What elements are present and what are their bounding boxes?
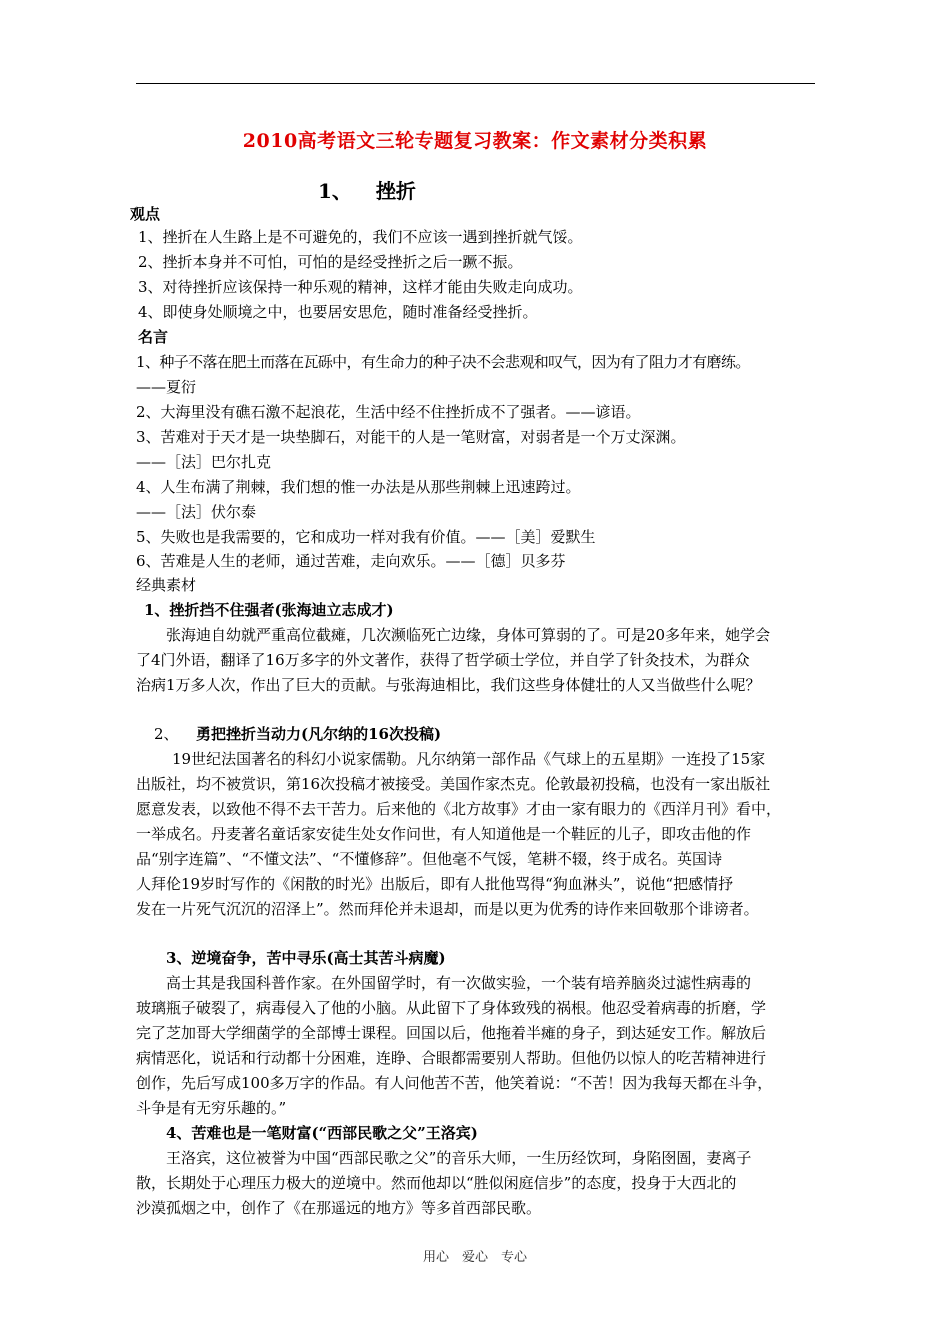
material-3-title: 3、逆境奋争，苦中寻乐(高士其苦斗病魔) [166,949,446,967]
material-4-line: 王洛宾，这位被誉为中国“西部民歌之父”的音乐大师，一生历经饮珂，身陷囹圄，妻离子 [166,1149,752,1167]
quote-item: 2、大海里没有礁石激不起浪花，生活中经不住挫折成不了强者。——谚语。 [136,403,641,421]
material-4-line: 沙漠孤烟之中，创作了《在那遥远的地方》等多首西部民歌。 [136,1199,542,1217]
materials-heading: 经典素材 [136,576,197,594]
material-4-title: 4、苦难也是一笔财富(“西部民歌之父”王洛宾) [166,1124,478,1142]
material-2-line: 一举成名。丹麦著名童话家安徒生处女作问世，有人知道他是一个鞋匠的儿子，即攻击他的作 [136,825,752,843]
material-2-line: 品“别字连篇”、“不懂文法”、“不懂修辞”。但他毫不气馁，笔耕不辍，终于成名。英国诗 [136,850,723,868]
material-2-line: 发在一片死气沉沉的沼泽上”。然而拜伦并未退却，而是以更为优秀的诗作来回敬那个诽谤者。 [136,900,759,918]
material-2-line: 出版社，均不被赏识，第16次投稿才被接受。美国作家杰克。伦敦最初投稿，也没有一家出版社 [136,775,771,793]
material-1-line: 了4门外语，翻译了16万多字的外文著作，获得了哲学硕士学位，并自学了针灸技术，为群众 [136,651,750,669]
document-title: 2010高考语文三轮专题复习教案：作文素材分类积累 [242,130,708,152]
viewpoint-item: 1、挫折在人生路上是不可避免的，我们不应该一遇到挫折就气馁。 [138,228,583,246]
page-footer: 用心 爱心 专心 [422,1250,527,1265]
chapter-title: 挫折 [375,179,416,203]
quote-item: 5、失败也是我需要的，它和成功一样对我有价值。——［美］爱默生 [136,528,596,546]
material-1-line: 张海迪自幼就严重高位截瘫，几次濒临死亡边缘，身体可算弱的了。可是20多年来，她学会 [166,626,771,644]
material-2-number: 2、 [154,725,179,743]
quote-item: 3、苦难对于天才是一块垫脚石，对能干的人是一笔财富，对弱者是一个万丈深渊。 [136,428,686,446]
material-3-line: 玻璃瓶子破裂了，病毒侵入了他的小脑。从此留下了身体致残的祸根。他忍受着病毒的折磨，学 [136,999,767,1017]
material-1-line: 治病1万多人次，作出了巨大的贡献。与张海迪相比，我们这些身体健壮的人又当做些什么呢？ [136,676,761,694]
viewpoints-heading: 观点 [130,205,161,223]
chapter-number: 1、 [318,179,352,203]
viewpoint-item: 3、对待挫折应该保持一种乐观的精神，这样才能由失败走向成功。 [138,278,583,296]
material-2-line: 愿意发表，以致他不得不去干苦力。后来他的《北方故事》才由一家有眼力的《西洋月刊》看中， [136,800,782,818]
quote-attribution: ——夏衍 [136,378,197,396]
material-2-line: 19世纪法国著名的科幻小说家儒勒。凡尔纳第一部作品《气球上的五星期》一连投了15家 [172,750,766,768]
quotes-heading: 名言 [138,328,169,346]
material-1-title: 1、挫折挡不住强者(张海迪立志成才) [144,601,394,619]
quote-item: 6、苦难是人生的老师，通过苦难，走向欢乐。——［德］贝多芬 [136,552,566,570]
header-rule [136,83,815,84]
material-4-line: 散，长期处于心理压力极大的逆境中。然而他却以“胜似闲庭信步”的态度，投身于大西北的 [136,1174,737,1192]
material-3-line: 斗争是有无穷乐趣的。” [136,1099,287,1117]
viewpoint-item: 4、即使身处顺境之中，也要居安思危，随时准备经受挫折。 [138,303,538,321]
material-2-line: 人拜伦19岁时写作的《闲散的时光》出版后，即有人批他骂得“狗血淋头”，说他“把感情抒 [136,875,734,893]
viewpoint-item: 2、挫折本身并不可怕，可怕的是经受挫折之后一蹶不振。 [138,253,523,271]
chapter-heading [318,175,416,204]
quote-item: 1、种子不落在肥土而落在瓦砾中，有生命力的种子决不会悲观和叹气，因为有了阻力才有磨练。 [136,353,750,371]
quote-attribution: ——［法］伏尔泰 [136,503,257,521]
quote-item: 4、人生布满了荆棘，我们想的惟一办法是从那些荆棘上迅速跨过。 [136,478,581,496]
material-2-title: 勇把挫折当动力(凡尔纳的16次投稿) [196,725,442,743]
material-3-line: 高士其是我国科普作家。在外国留学时，有一次做实验，一个装有培养脑炎过滤性病毒的 [166,974,752,992]
material-3-line: 完了芝加哥大学细菌学的全部博士课程。回国以后，他拖着半瘫的身子，到达延安工作。解放后 [136,1024,767,1042]
material-3-line: 病情恶化，说话和行动都十分困难，连睁、合眼都需要别人帮助。但他仍以惊人的吃苦精神进行 [136,1049,767,1067]
quote-attribution: ——［法］巴尔扎克 [136,453,272,471]
material-3-line: 创作，先后写成100多万字的作品。有人问他苦不苦，他笑着说：“不苦！因为我每天都在斗争， [136,1074,773,1092]
